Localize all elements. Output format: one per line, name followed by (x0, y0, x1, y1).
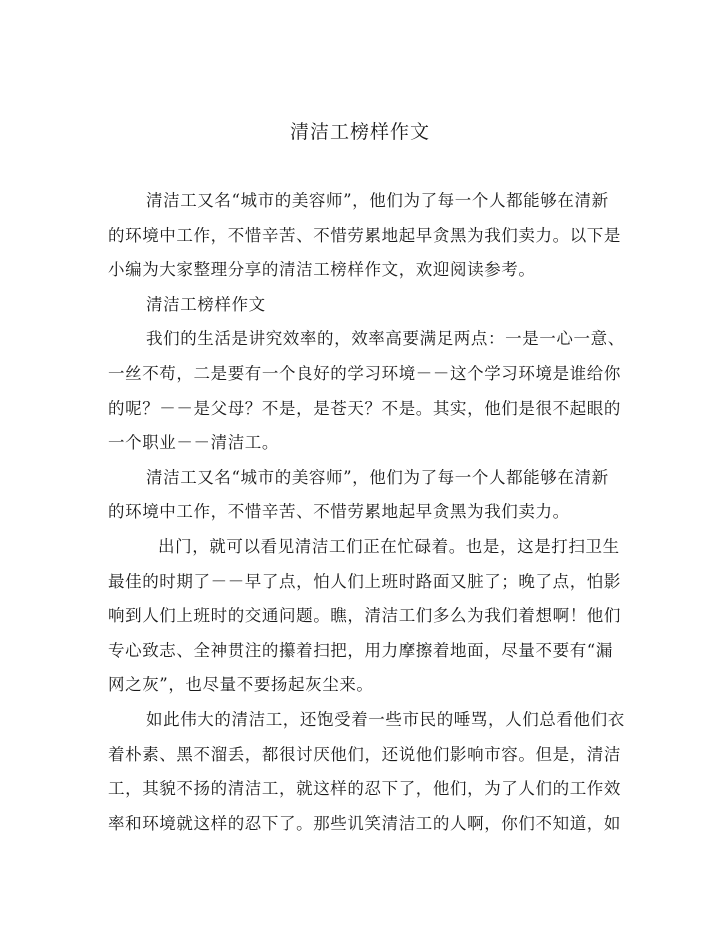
body-text-line: 的呢？－－是父母？不是，是苍天？不是。其实，他们是很不起眼的 (108, 398, 621, 418)
body-text-line: 如此伟大的清洁工，还饱受着一些市民的唾骂，人们总看他们衣 (146, 709, 625, 729)
body-text-line: 工，其貌不扬的清洁工，就这样的忍下了，他们，为了人们的工作效 (108, 779, 621, 799)
document-title: 清洁工榜样作文 (289, 121, 430, 143)
body-text-line: 一个职业－－清洁工。 (108, 433, 279, 453)
body-text-line: 网之灰”，也尽量不要扬起灰尘来。 (108, 675, 374, 695)
body-text-line: 清洁工榜样作文 (146, 294, 266, 314)
body-text-line: 我们的生活是讲究效率的，效率高要满足两点：一是一心一意、 (146, 329, 625, 349)
body-text-line: 一丝不苟，二是要有一个良好的学习环境－－这个学习环境是谁给你 (108, 363, 621, 383)
body-text-line: 的环境中工作，不惜辛苦、不惜劳累地起早贪黑为我们卖力。以下是 (108, 225, 621, 245)
body-text-line: 率和环境就这样的忍下了。那些讥笑清洁工的人啊，你们不知道，如 (108, 813, 621, 833)
body-text-line: 专心致志、全神贯注的攥着扫把，用力摩擦着地面，尽量不要有“漏 (108, 640, 613, 660)
body-text-line: 最佳的时期了－－早了点，怕人们上班时路面又脏了；晚了点，怕影 (108, 571, 621, 591)
body-text-line: 的环境中工作，不惜辛苦、不惜劳累地起早贪黑为我们卖力。 (108, 502, 570, 522)
body-text-line: 小编为大家整理分享的清洁工榜样作文，欢迎阅读参考。 (108, 260, 536, 280)
body-text-line: 出门，就可以看见清洁工们正在忙碌着。也是，这是打扫卫生 (158, 536, 620, 556)
body-text-line: 着朴素、黑不溜丢，都很讨厌他们，还说他们影响市容。但是，清洁 (108, 744, 621, 764)
body-text-line: 响到人们上班时的交通问题。瞧，清洁工们多么为我们着想啊！他们 (108, 606, 621, 626)
body-text-line: 清洁工又名“城市的美容师”，他们为了每一个人都能够在清新 (146, 191, 609, 210)
document-body (108, 184, 625, 841)
body-text-line: 清洁工又名“城市的美容师”，他们为了每一个人都能够在清新 (146, 467, 609, 487)
